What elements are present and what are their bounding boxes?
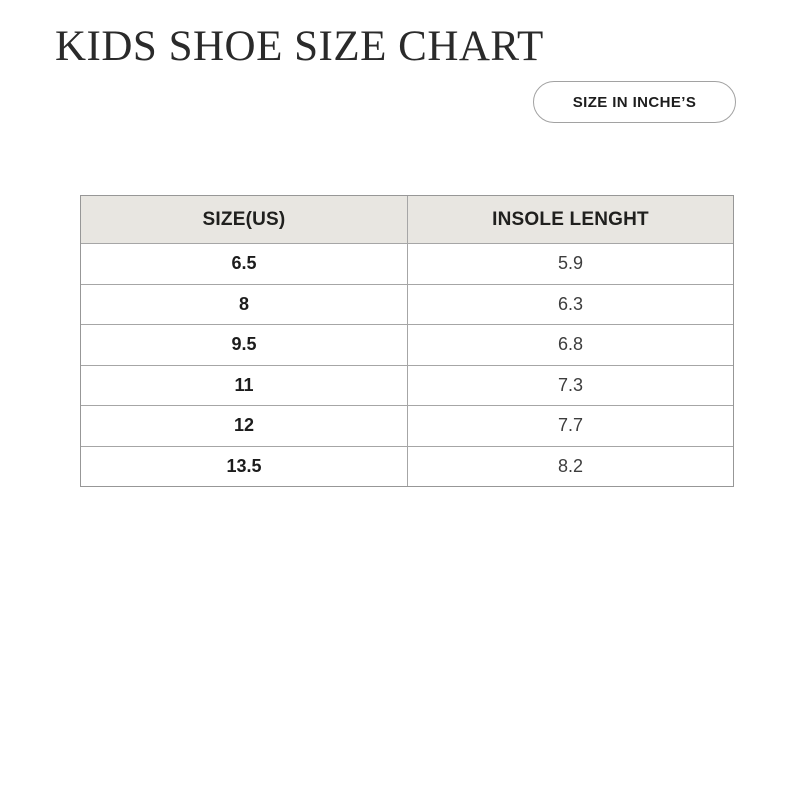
cell-insole-length: 7.3 (407, 365, 733, 406)
cell-insole-length: 7.7 (407, 405, 733, 446)
cell-insole-length: 8.2 (407, 446, 733, 487)
cell-insole-length: 6.3 (407, 284, 733, 325)
cell-size-us: 12 (81, 405, 407, 446)
header-cell-size-us: SIZE(US) (81, 196, 407, 243)
header-cell-insole-length: INSOLE LENGHT (407, 196, 733, 243)
cell-size-us: 11 (81, 365, 407, 406)
cell-insole-length: 6.8 (407, 324, 733, 365)
size-chart-table (80, 195, 734, 487)
page-title: KIDS SHOE SIZE CHART (55, 23, 544, 70)
cell-size-us: 13.5 (81, 446, 407, 487)
unit-toggle-button[interactable] (533, 81, 736, 123)
unit-toggle-label: SIZE IN INCHE’S (572, 93, 697, 111)
cell-size-us: 8 (81, 284, 407, 325)
cell-insole-length: 5.9 (407, 243, 733, 284)
cell-size-us: 9.5 (81, 324, 407, 365)
cell-size-us: 6.5 (81, 243, 407, 284)
